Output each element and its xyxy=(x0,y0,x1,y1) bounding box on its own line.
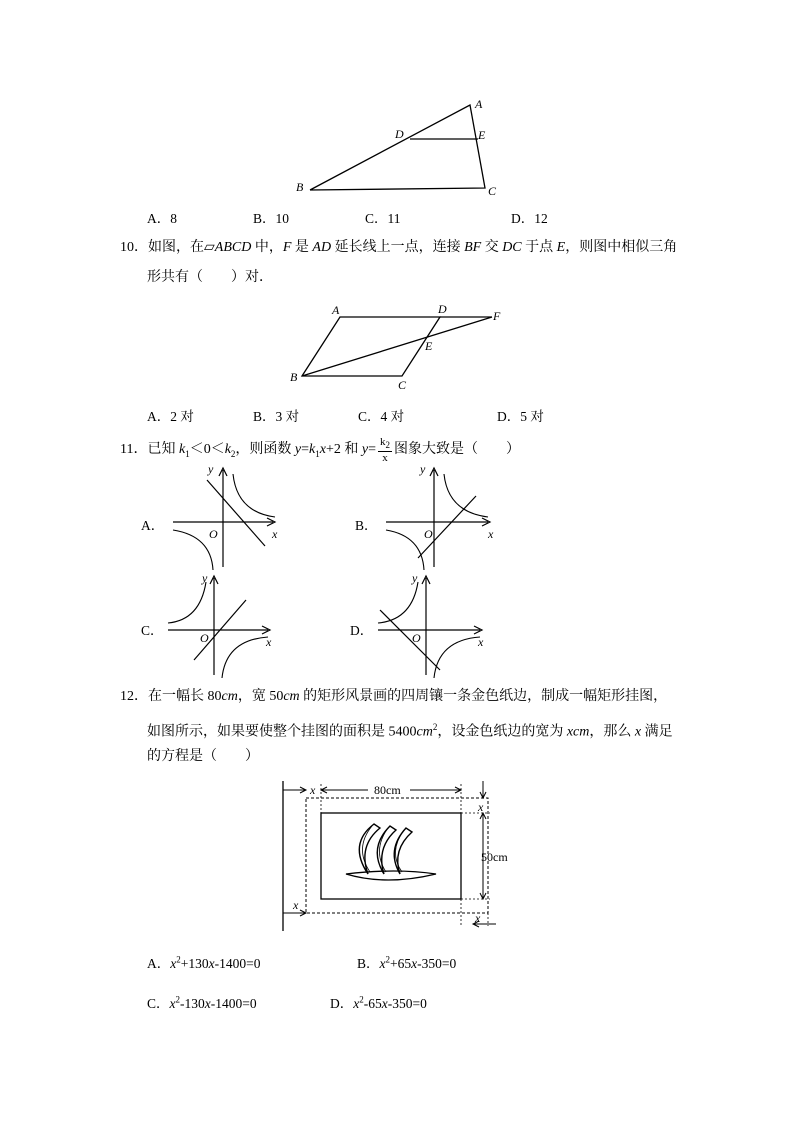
origin-label: O xyxy=(209,527,218,541)
origin-label: O xyxy=(424,527,433,541)
label-c: C xyxy=(488,184,497,198)
label-a: A xyxy=(475,97,483,111)
hyperbola-branch-q2 xyxy=(168,582,206,623)
y-label: y xyxy=(208,462,214,476)
q11-option-b[interactable]: B． xyxy=(355,518,378,533)
q11-number: 11． xyxy=(120,442,148,457)
label-e: E xyxy=(478,128,486,142)
hyperbola-branch-q2 xyxy=(378,582,418,623)
q12-option-d[interactable]: D．$x^2-65x-350=0$ xyxy=(330,994,427,1011)
landscape-painting-icon xyxy=(346,824,436,880)
x-label: x xyxy=(266,635,272,649)
label-b: B xyxy=(290,370,298,384)
hyperbola-branch-q4 xyxy=(434,637,480,678)
q9-option-b[interactable]: B．10 xyxy=(253,211,290,226)
q10-option-a[interactable]: A．2 对 xyxy=(147,409,194,424)
parallelogram-abcd xyxy=(302,317,440,376)
segment-bf xyxy=(302,317,492,376)
q10-option-b[interactable]: B．3 对 xyxy=(253,409,300,424)
q12-stem-line1: 12．在一幅长 80cm，宽 50cm 的矩形风景画的四周镶一条金色纸边，制成一幅矩形挂图， xyxy=(120,689,668,704)
x-label-top-right: x xyxy=(478,800,484,814)
q12-option-a[interactable]: A．$x^2+130x-1400=0$ xyxy=(147,954,261,971)
q11-option-d[interactable]: D． xyxy=(350,623,374,638)
x-label-bottom-left: x xyxy=(293,898,299,912)
hyperbola-branch-q3 xyxy=(173,530,213,570)
y-label: y xyxy=(412,571,418,585)
x-label: x xyxy=(488,527,494,541)
hyperbola-branch-q1 xyxy=(233,474,275,517)
q12-stem-line2: 如图所示，如果要使整个挂图的面积是 $5400cm^2$，设金色纸边的宽为 xcm，那么 x 满足 xyxy=(147,722,673,740)
q9-option-c[interactable]: C．11 xyxy=(365,211,401,226)
q11-graph-d[interactable] xyxy=(370,570,495,680)
q11-graph-a[interactable] xyxy=(165,462,290,572)
q12-frame-figure xyxy=(278,776,518,936)
origin-label: O xyxy=(412,631,421,645)
q12-number: 12． xyxy=(120,689,148,704)
x-label: x xyxy=(272,527,278,541)
x-label: x xyxy=(478,635,484,649)
hyperbola-branch-q3 xyxy=(386,530,424,570)
q12-option-c[interactable]: C．$x^2-130x-1400=0$ xyxy=(147,994,257,1011)
x-label-bottom-right: x xyxy=(475,911,481,925)
y-label: y xyxy=(420,462,426,476)
q11-fraction: $\frac{k_2}{x}$ xyxy=(380,435,391,464)
q11-graph-b[interactable] xyxy=(378,462,503,572)
label-d: D xyxy=(395,127,404,141)
length-label: 80cm xyxy=(374,783,401,797)
q10-stem-line2: 形共有（ ）对． xyxy=(147,270,273,285)
q11-stem: 11．已知 $k_1<0<k_2$，则函数 $y=k_1x+2$ 和 y= $\frac{k_2}{x}$ 图象大致是（ ） xyxy=(120,435,521,464)
q10-number: 10． xyxy=(120,240,148,255)
label-d: D xyxy=(438,302,447,316)
q12-stem-line3: 的方程是（ ） xyxy=(147,749,259,764)
q9-option-d[interactable]: D．12 xyxy=(511,211,548,226)
q11-option-a[interactable]: A． xyxy=(141,518,165,533)
origin-label: O xyxy=(200,631,209,645)
label-e: E xyxy=(425,339,433,353)
q10-option-d[interactable]: D．5 对 xyxy=(497,409,544,424)
width-label: 50cm xyxy=(481,850,508,864)
q11-graph-c[interactable] xyxy=(160,570,285,680)
q9-option-a[interactable]: A．8 xyxy=(147,211,177,226)
label-f: F xyxy=(493,309,501,323)
triangle-abc xyxy=(310,105,485,190)
q12-option-b[interactable]: B．$x^2+65x-350=0$ xyxy=(357,954,457,971)
y-label: y xyxy=(202,571,208,585)
q9-triangle-figure xyxy=(280,90,520,205)
label-a: A xyxy=(332,303,340,317)
label-b: B xyxy=(296,180,304,194)
hyperbola-branch-q1 xyxy=(444,474,488,517)
label-c: C xyxy=(398,378,407,392)
x-label-top-left: x xyxy=(310,783,316,797)
q10-stem-line1: 10．如图，在▱ABCD 中，F 是 AD 延长线上一点，连接 BF 交 DC 于点 E，则图中相似三角 xyxy=(120,240,678,255)
q11-option-c[interactable]: C． xyxy=(141,623,164,638)
line-graph xyxy=(380,610,440,670)
q10-option-c[interactable]: C．4 对 xyxy=(358,409,405,424)
hyperbola-branch-q4 xyxy=(222,637,268,678)
q10-parallelogram-figure xyxy=(280,300,510,395)
